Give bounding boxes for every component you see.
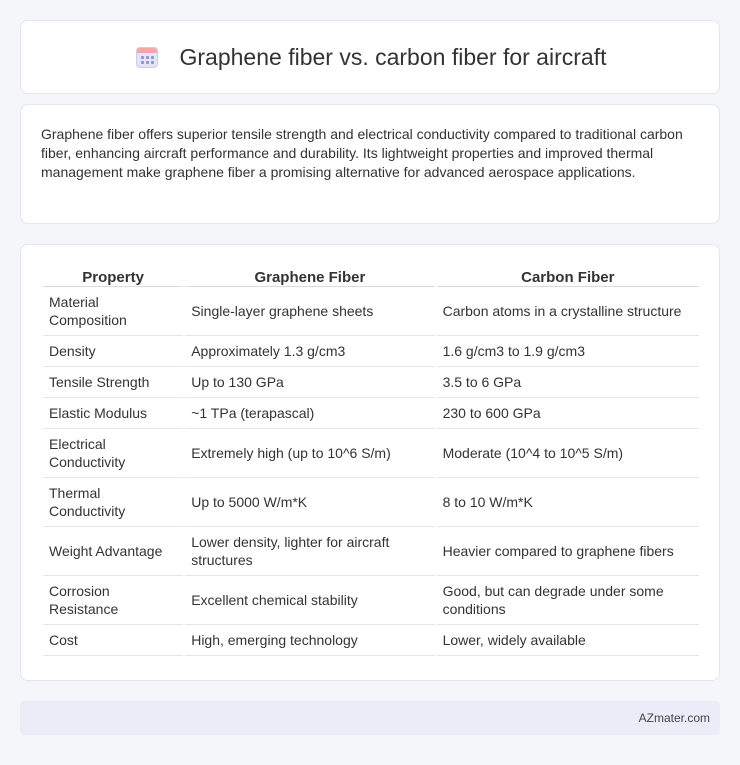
graphene-cell: Up to 5000 W/m*K (185, 478, 434, 527)
table-row (43, 429, 699, 478)
column-header-carbon: Carbon Fiber (437, 265, 699, 287)
summary-card (20, 104, 720, 224)
property-cell: Density (43, 336, 183, 367)
table-row (43, 287, 699, 336)
property-cell: Elastic Modulus (43, 398, 183, 429)
graphene-cell: Approximately 1.3 g/cm3 (185, 336, 434, 367)
carbon-cell: 1.6 g/cm3 to 1.9 g/cm3 (437, 336, 699, 367)
graphene-cell: ~1 TPa (terapascal) (185, 398, 434, 429)
calendar-icon (134, 44, 160, 70)
title-card (20, 20, 720, 94)
carbon-cell: 8 to 10 W/m*K (437, 478, 699, 527)
carbon-cell: Good, but can degrade under some conditions (437, 576, 699, 625)
carbon-cell: Carbon atoms in a crystalline structure (437, 287, 699, 336)
table-row (43, 478, 699, 527)
comparison-table (41, 265, 701, 656)
footer-bar (20, 701, 720, 735)
property-cell: Tensile Strength (43, 367, 183, 398)
table-row (43, 576, 699, 625)
graphene-cell: Excellent chemical stability (185, 576, 434, 625)
table-row (43, 398, 699, 429)
graphene-cell: Lower density, lighter for aircraft structures (185, 527, 434, 576)
graphene-cell: Up to 130 GPa (185, 367, 434, 398)
property-cell: Corrosion Resistance (43, 576, 183, 625)
graphene-cell: Extremely high (up to 10^6 S/m) (185, 429, 434, 478)
graphene-cell: High, emerging technology (185, 625, 434, 656)
property-cell: Material Composition (43, 287, 183, 336)
property-cell: Electrical Conductivity (43, 429, 183, 478)
property-cell: Cost (43, 625, 183, 656)
source-label: AZmater.com (638, 711, 710, 725)
table-header-row (43, 265, 699, 287)
graphene-cell: Single-layer graphene sheets (185, 287, 434, 336)
comparison-table-card (20, 244, 720, 681)
table-row (43, 367, 699, 398)
page-title: Graphene fiber vs. carbon fiber for aircraft (179, 43, 607, 70)
column-header-graphene: Graphene Fiber (185, 265, 434, 287)
summary-text: Graphene fiber offers superior tensile strength and electrical conductivity compared to traditional carbon fiber, enhancing aircraft performance and durability. Its lightweight properties and improved thermal management make graphene fiber a promising alternative for advanced aerospace applications. (41, 126, 683, 180)
carbon-cell: Moderate (10^4 to 10^5 S/m) (437, 429, 699, 478)
carbon-cell: Lower, widely available (437, 625, 699, 656)
carbon-cell: 230 to 600 GPa (437, 398, 699, 429)
table-row (43, 625, 699, 656)
carbon-cell: Heavier compared to graphene fibers (437, 527, 699, 576)
property-cell: Thermal Conductivity (43, 478, 183, 527)
property-cell: Weight Advantage (43, 527, 183, 576)
table-row (43, 527, 699, 576)
carbon-cell: 3.5 to 6 GPa (437, 367, 699, 398)
table-row (43, 336, 699, 367)
column-header-property: Property (43, 265, 183, 287)
